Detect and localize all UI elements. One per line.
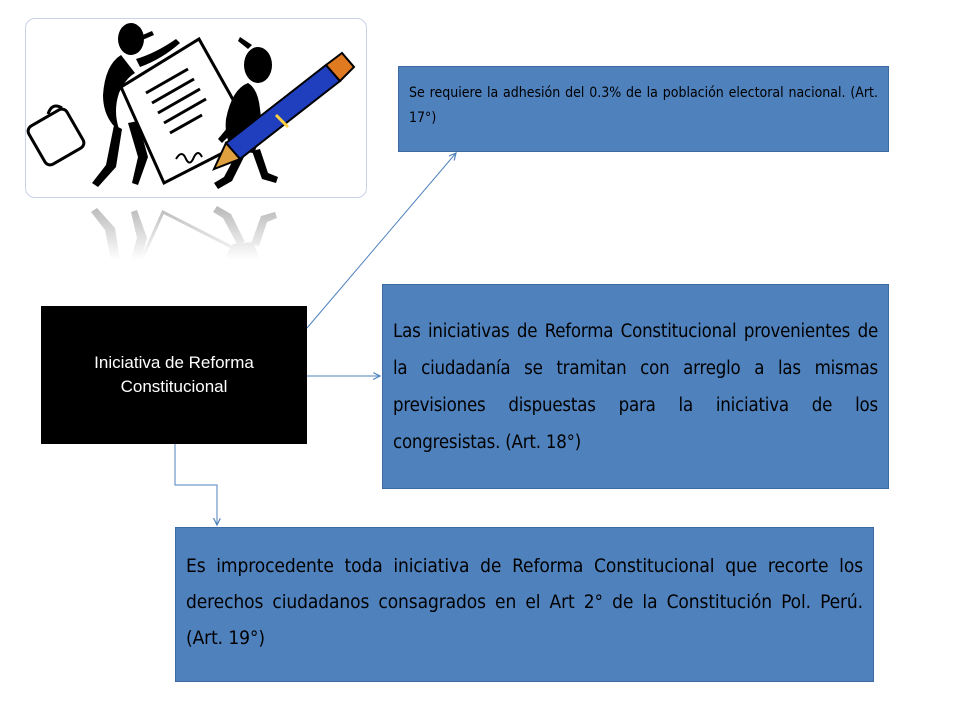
central-node [41, 306, 307, 444]
info-box-art17: Se requiere la adhesión del 0.3% de la población electoral nacional. (Art. 17°) [398, 66, 889, 152]
info-box-art18: Las iniciativas de Reforma Constitucional provenientes de la ciudadanía se tramitan con arreglo a las mismas previsiones dispuestas para la iniciativa de los congresistas. (Art. 18°) [382, 284, 889, 489]
central-node-line2: Constitucional [120, 377, 228, 396]
central-node-line1: Iniciativa de Reforma [94, 353, 254, 372]
info-box-art19: Es improcedente toda iniciativa de Reforma Constitucional que recorte los derechos ciudadanos consagrados en el Art 2° de la Constitución Pol. Perú. (Art. 19°) [175, 527, 874, 682]
connector-to-box3 [175, 444, 217, 525]
